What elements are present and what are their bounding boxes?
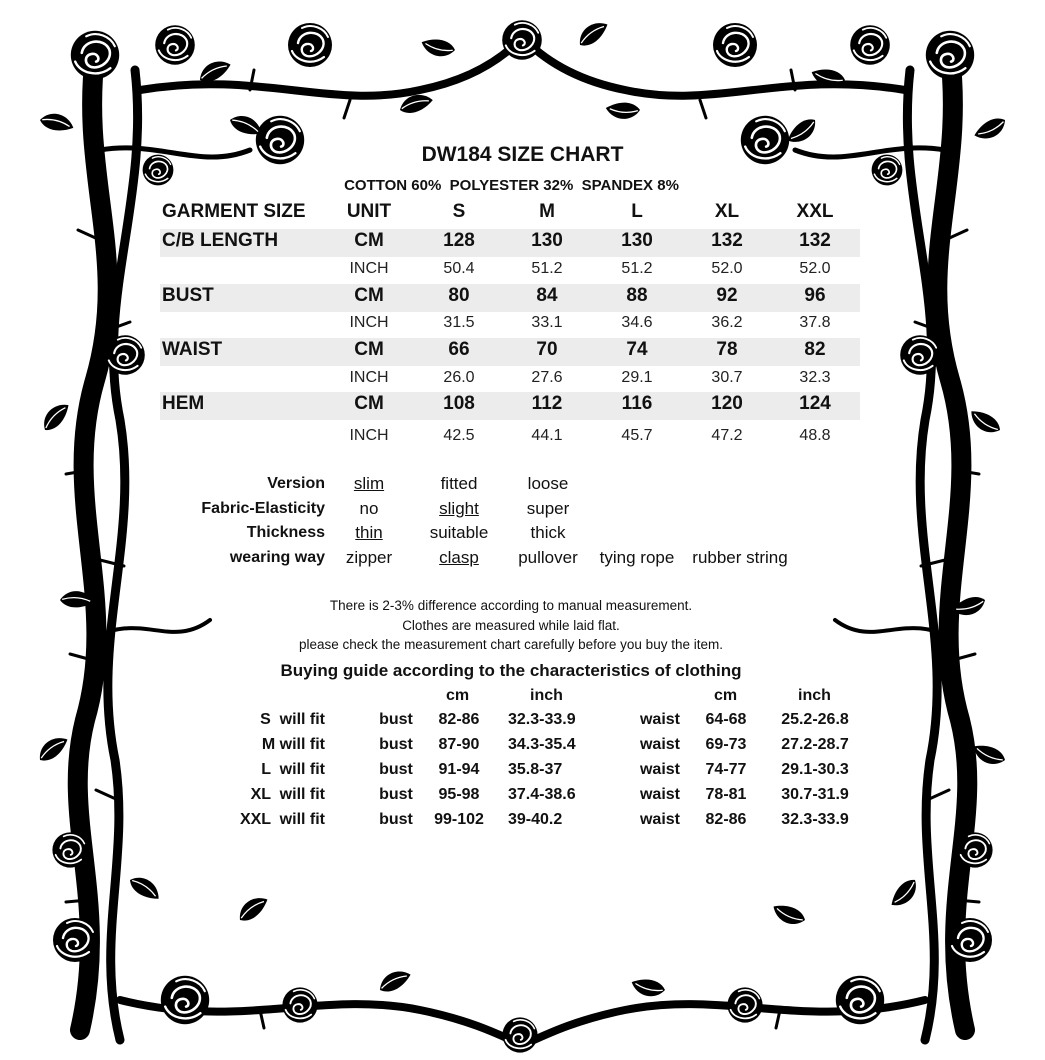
guide-bust-label: bust — [379, 786, 413, 803]
guide-waist-label: waist — [639, 811, 680, 828]
measure-name: C/B LENGTH — [162, 230, 279, 251]
inch-value: 33.1 — [531, 314, 563, 331]
unit-cm: CM — [354, 393, 384, 414]
guide-bust-cm: 91-94 — [438, 761, 480, 778]
size-header-unit: UNIT — [346, 201, 392, 222]
cm-value: 80 — [448, 285, 470, 306]
guide-waist-inch: 27.2-28.7 — [781, 736, 849, 753]
unit-cm: CM — [354, 230, 384, 251]
size-header-2: L — [631, 201, 643, 222]
cm-value: 74 — [626, 339, 648, 360]
guide-bust-label: bust — [379, 811, 413, 828]
note-line: Clothes are measured while laid flat. — [402, 618, 620, 633]
guide-bust-cm: 82-86 — [438, 711, 480, 728]
cm-value: 66 — [448, 339, 470, 360]
cm-value: 130 — [531, 230, 563, 251]
inch-value: 52.0 — [799, 260, 831, 277]
guide-waist-cm: 69-73 — [705, 736, 747, 753]
inch-value: 37.8 — [799, 314, 831, 331]
inch-value: 47.2 — [711, 427, 743, 444]
guide-waist-inch: 25.2-26.8 — [781, 711, 849, 728]
inch-value: 32.3 — [799, 369, 831, 386]
cm-value: 92 — [716, 285, 738, 306]
inch-value: 50.4 — [443, 260, 475, 277]
guide-waist-inch: 30.7-31.9 — [781, 786, 849, 803]
guide-waist-cm: 78-81 — [705, 786, 747, 803]
unit-inch: INCH — [349, 427, 389, 444]
cm-value: 96 — [804, 285, 826, 306]
inch-value: 26.0 — [443, 369, 475, 386]
guide-size: XXL will fit — [239, 811, 325, 828]
measure-name: WAIST — [162, 339, 223, 360]
attribute-option: thick — [530, 523, 566, 542]
cm-value: 84 — [536, 285, 558, 306]
guide-unit-cm-waist: cm — [714, 687, 738, 704]
guide-unit-inch-waist: inch — [798, 687, 831, 704]
attribute-label: wearing way — [229, 549, 325, 566]
guide-size: XL will fit — [250, 786, 325, 803]
guide-bust-label: bust — [379, 736, 413, 753]
inch-value: 29.1 — [621, 369, 653, 386]
cm-value: 124 — [799, 393, 831, 414]
attribute-option: zipper — [345, 548, 393, 567]
cm-value: 116 — [621, 393, 653, 414]
inch-value: 31.5 — [443, 314, 475, 331]
note-line: There is 2-3% difference according to manual measurement. — [329, 598, 693, 613]
guide-waist-cm: 64-68 — [705, 711, 747, 728]
attribute-option: super — [526, 499, 570, 518]
attribute-label: Version — [267, 475, 325, 492]
cm-value: 120 — [711, 393, 743, 414]
size-header-4: XXL — [796, 201, 834, 222]
cm-value: 130 — [621, 230, 653, 251]
inch-value: 42.5 — [443, 427, 475, 444]
guide-waist-cm: 82-86 — [705, 811, 747, 828]
guide-size: S will fit — [260, 711, 325, 728]
guide-waist-label: waist — [639, 761, 680, 778]
attribute-option: pullover — [518, 548, 578, 567]
measure-name: HEM — [162, 393, 205, 414]
guide-bust-inch: 35.8-37 — [508, 761, 563, 778]
inch-value: 45.7 — [621, 427, 653, 444]
attribute-option-selected: slim — [353, 474, 385, 493]
size-header-garment: GARMENT SIZE — [162, 201, 306, 222]
cm-value: 78 — [716, 339, 738, 360]
inch-value: 51.2 — [531, 260, 563, 277]
guide-waist-inch: 29.1-30.3 — [781, 761, 849, 778]
guide-unit-cm: cm — [446, 687, 470, 704]
size-header-3: XL — [714, 201, 740, 222]
guide-size: M will fit — [261, 736, 325, 753]
attribute-option: rubber string — [692, 548, 788, 567]
unit-inch: INCH — [349, 314, 389, 331]
note-line: please check the measurement chart carefully before you buy the item. — [299, 637, 723, 652]
guide-bust-label: bust — [379, 761, 413, 778]
size-header-0: S — [452, 201, 466, 222]
guide-bust-inch: 39-40.2 — [508, 811, 563, 828]
inch-value: 30.7 — [711, 369, 743, 386]
unit-cm: CM — [354, 285, 384, 306]
attribute-option-selected: clasp — [439, 548, 479, 567]
guide-waist-cm: 74-77 — [705, 761, 747, 778]
guide-bust-cm: 99-102 — [434, 811, 484, 828]
cm-value: 108 — [443, 393, 475, 414]
guide-bust-cm: 87-90 — [438, 736, 480, 753]
cm-value: 82 — [804, 339, 826, 360]
guide-bust-inch: 37.4-38.6 — [508, 786, 576, 803]
page-title: DW184 SIZE CHART — [421, 143, 624, 166]
guide-size: L will fit — [261, 761, 325, 778]
guide-unit-inch: inch — [530, 687, 563, 704]
inch-value: 27.6 — [531, 369, 563, 386]
unit-cm: CM — [354, 339, 384, 360]
inch-value: 36.2 — [711, 314, 743, 331]
attribute-option: tying rope — [599, 548, 675, 567]
cm-value: 132 — [711, 230, 743, 251]
attribute-option-selected: slight — [439, 499, 479, 518]
attribute-option: no — [359, 499, 379, 518]
attribute-label: Thickness — [246, 524, 325, 541]
attribute-label: Fabric-Elasticity — [201, 500, 325, 517]
size-header-1: M — [539, 201, 555, 222]
inch-value: 34.6 — [621, 314, 653, 331]
cm-value: 70 — [536, 339, 558, 360]
guide-waist-label: waist — [639, 711, 680, 728]
cm-value: 112 — [531, 393, 563, 414]
guide-bust-inch: 32.3-33.9 — [508, 711, 576, 728]
guide-waist-inch: 32.3-33.9 — [781, 811, 849, 828]
attribute-option: suitable — [429, 523, 489, 542]
cm-value: 88 — [626, 285, 648, 306]
attribute-option: fitted — [440, 474, 478, 493]
guide-bust-cm: 95-98 — [438, 786, 480, 803]
guide-bust-inch: 34.3-35.4 — [508, 736, 576, 753]
measure-name: BUST — [162, 285, 214, 306]
fabric-composition: COTTON 60% POLYESTER 32% SPANDEX 8% — [344, 177, 679, 194]
inch-value: 44.1 — [531, 427, 563, 444]
inch-value: 52.0 — [711, 260, 743, 277]
cm-value: 132 — [799, 230, 831, 251]
guide-waist-label: waist — [639, 736, 680, 753]
attribute-option: loose — [527, 474, 569, 493]
inch-value: 48.8 — [799, 427, 831, 444]
buying-guide-title: Buying guide according to the characteristics of clothing — [280, 661, 742, 680]
guide-bust-label: bust — [379, 711, 413, 728]
unit-inch: INCH — [349, 260, 389, 277]
unit-inch: INCH — [349, 369, 389, 386]
inch-value: 51.2 — [621, 260, 653, 277]
attribute-option-selected: thin — [355, 523, 383, 542]
cm-value: 128 — [443, 230, 475, 251]
guide-waist-label: waist — [639, 786, 680, 803]
